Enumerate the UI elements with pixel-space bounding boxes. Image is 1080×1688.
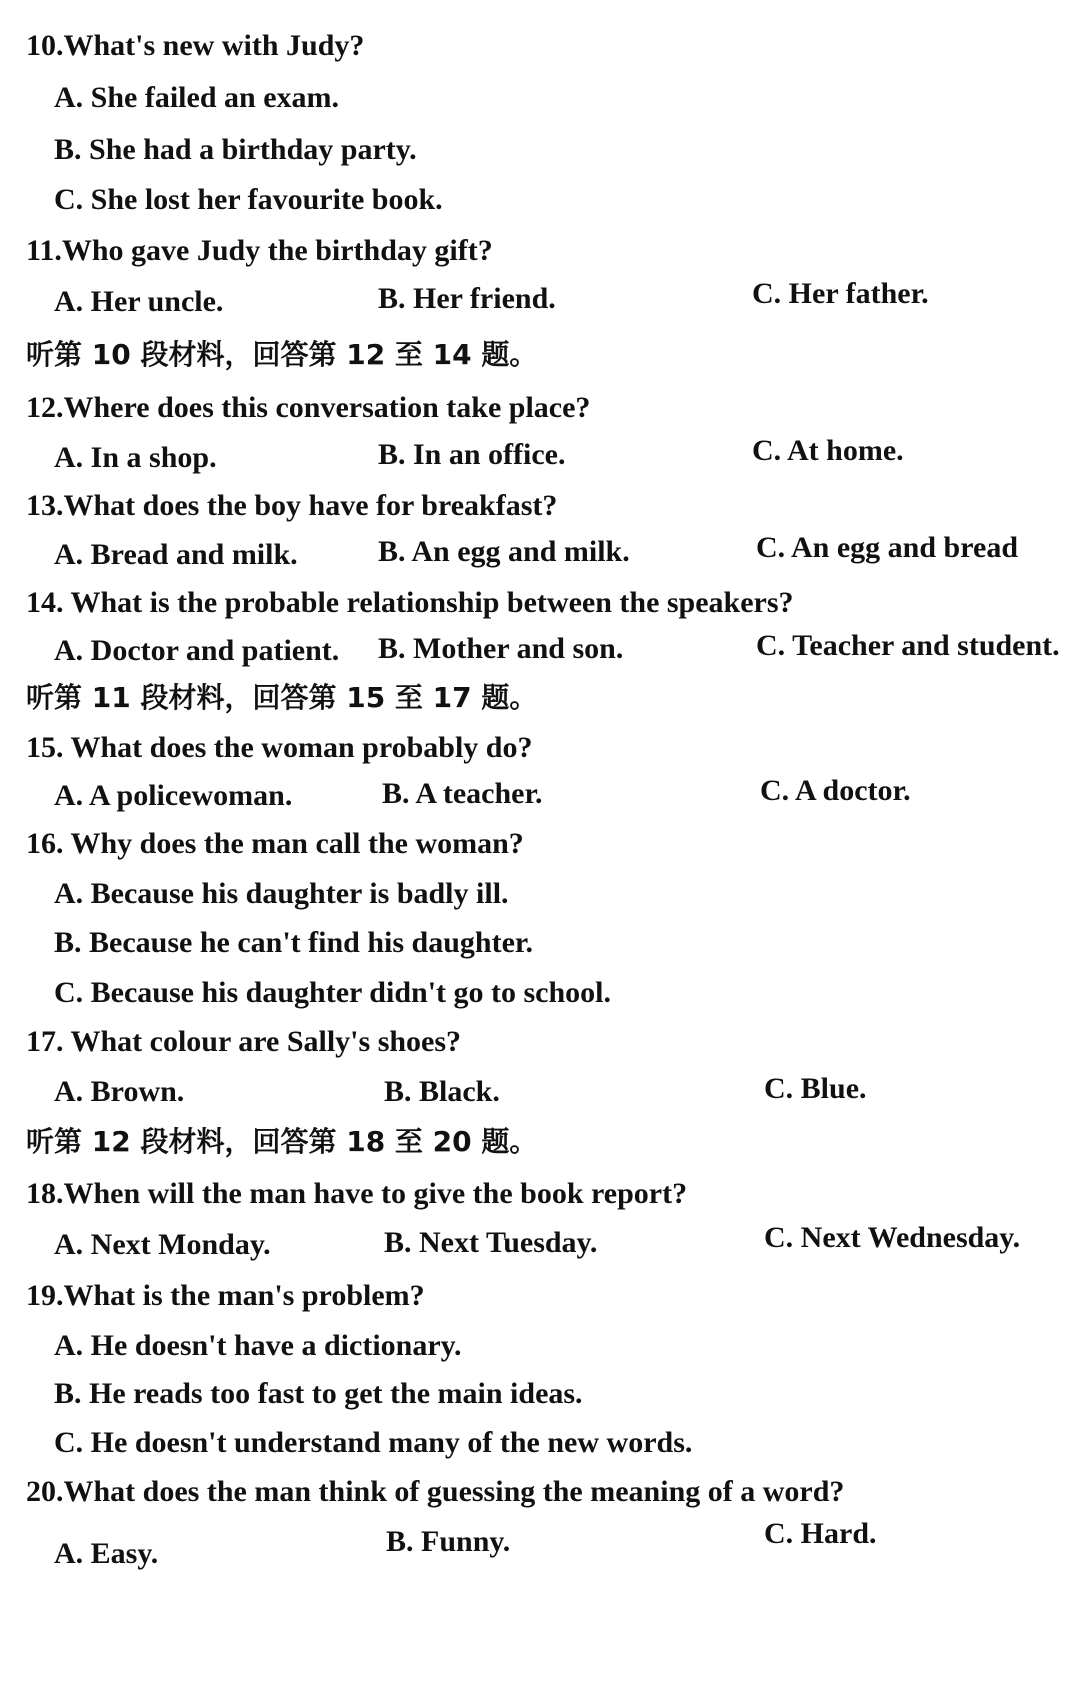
question-11: 11.Who gave Judy the birthday gift? — [26, 234, 493, 267]
q19-option-b: B. He reads too fast to get the main ideas. — [54, 1377, 583, 1410]
question-16: 16. Why does the man call the woman? — [26, 827, 524, 860]
q16-option-a: A. Because his daughter is badly ill. — [54, 877, 509, 910]
q18-option-c: C. Next Wednesday. — [764, 1221, 1021, 1254]
q17-option-b: B. Black. — [384, 1075, 500, 1108]
q13-option-b: B. An egg and milk. — [378, 535, 630, 568]
q13-option-a: A. Bread and milk. — [54, 538, 298, 571]
q15-option-b: B. A teacher. — [382, 777, 543, 810]
q10-option-c: C. She lost her favourite book. — [54, 183, 443, 216]
q14-option-b: B. Mother and son. — [378, 632, 624, 665]
question-13: 13.What does the boy have for breakfast? — [26, 489, 558, 522]
q12-option-b: B. In an office. — [378, 438, 566, 471]
q19-option-c: C. He doesn't understand many of the new words. — [54, 1426, 693, 1459]
q11-option-b: B. Her friend. — [378, 282, 556, 315]
q18-option-b: B. Next Tuesday. — [384, 1226, 598, 1259]
question-17: 17. What colour are Sally's shoes? — [26, 1025, 462, 1058]
section-10-heading: 听第 10 段材料，回答第 12 至 14 题。 — [26, 338, 538, 371]
q10-option-b: B. She had a birthday party. — [54, 133, 417, 166]
q20-option-c: C. Hard. — [764, 1517, 877, 1550]
q11-option-c: C. Her father. — [752, 277, 929, 310]
section-12-heading: 听第 12 段材料，回答第 18 至 20 题。 — [26, 1125, 538, 1158]
q14-option-a: A. Doctor and patient. — [54, 634, 340, 667]
q20-option-a: A. Easy. — [54, 1537, 159, 1570]
q12-option-a: A. In a shop. — [54, 441, 217, 474]
q17-option-c: C. Blue. — [764, 1072, 867, 1105]
q19-option-a: A. He doesn't have a dictionary. — [54, 1329, 462, 1362]
q11-option-a: A. Her uncle. — [54, 285, 224, 318]
question-15: 15. What does the woman probably do? — [26, 731, 533, 764]
q14-option-c: C. Teacher and student. — [756, 629, 1060, 662]
question-20: 20.What does the man think of guessing the meaning of a word? — [26, 1475, 845, 1508]
question-19: 19.What is the man's problem? — [26, 1279, 425, 1312]
q13-option-c: C. An egg and bread — [756, 531, 1019, 564]
q17-option-a: A. Brown. — [54, 1075, 185, 1108]
question-18: 18.When will the man have to give the book report? — [26, 1177, 688, 1210]
q18-option-a: A. Next Monday. — [54, 1228, 271, 1261]
q15-option-a: A. A policewoman. — [54, 779, 293, 812]
question-12: 12.Where does this conversation take place? — [26, 391, 591, 424]
question-14: 14. What is the probable relationship between the speakers? — [26, 586, 794, 619]
q10-option-a: A. She failed an exam. — [54, 81, 339, 114]
q12-option-c: C. At home. — [752, 434, 904, 467]
q16-option-c: C. Because his daughter didn't go to school. — [54, 976, 612, 1009]
q15-option-c: C. A doctor. — [760, 774, 911, 807]
question-10: 10.What's new with Judy? — [26, 29, 365, 62]
q20-option-b: B. Funny. — [386, 1525, 511, 1558]
q16-option-b: B. Because he can't find his daughter. — [54, 926, 533, 959]
section-11-heading: 听第 11 段材料，回答第 15 至 17 题。 — [26, 681, 538, 714]
